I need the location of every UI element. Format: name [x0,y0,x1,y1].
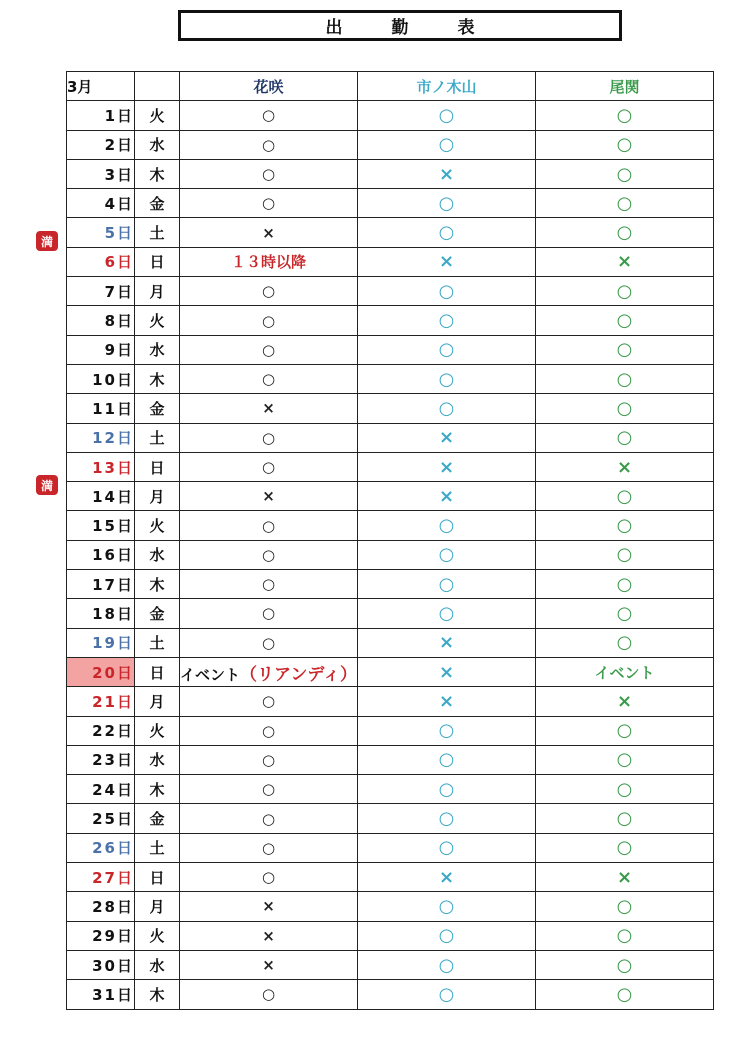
hanasaki-cell: ○ [180,423,358,452]
weekday-cell: 木 [135,570,180,599]
full-badge-icon: 満 [36,475,58,495]
hanasaki-cell: ○ [180,101,358,130]
table-row [67,189,714,218]
table-row [67,804,714,833]
table-row [67,306,714,335]
hanasaki-cell: １３時以降 [180,247,358,276]
weekday-cell: 水 [135,950,180,979]
hanasaki-cell: ○ [180,130,358,159]
table-row [67,921,714,950]
ozeki-cell: ○ [536,804,714,833]
hanasaki-cell: ○ [180,745,358,774]
ichinokiyama-cell: ○ [358,745,536,774]
ichinokiyama-cell: ○ [358,833,536,862]
ozeki-cell: ○ [536,101,714,130]
date-cell: 10日 [67,364,135,393]
hanasaki-cell: ○ [180,775,358,804]
ozeki-cell: ○ [536,511,714,540]
weekday-cell: 土 [135,218,180,247]
table-row [67,159,714,188]
hanasaki-cell: ○ [180,628,358,657]
ozeki-cell: ○ [536,980,714,1009]
ichinokiyama-cell: × [358,247,536,276]
ichinokiyama-cell: ○ [358,394,536,423]
weekday-cell: 月 [135,687,180,716]
ozeki-cell: ○ [536,335,714,364]
hanasaki-cell: × [180,950,358,979]
weekday-cell: 金 [135,804,180,833]
weekday-cell: 日 [135,657,180,686]
ichinokiyama-cell: ○ [358,775,536,804]
hanasaki-cell: × [180,921,358,950]
hanasaki-cell: ○ [180,716,358,745]
weekday-cell: 火 [135,921,180,950]
ichinokiyama-cell: × [358,687,536,716]
date-cell: 22日 [67,716,135,745]
event-venue-note: （リアンディ） [240,664,357,685]
hanasaki-cell: × [180,482,358,511]
date-cell: 18日 [67,599,135,628]
ichinokiyama-cell: ○ [358,189,536,218]
table-row [67,863,714,892]
date-cell: 28日 [67,892,135,921]
table-row [67,364,714,393]
date-cell: 1日 [67,101,135,130]
date-cell: 16日 [67,540,135,569]
weekday-cell: 水 [135,130,180,159]
hanasaki-cell: ○ [180,980,358,1009]
ozeki-cell: ○ [536,628,714,657]
weekday-cell: 木 [135,775,180,804]
date-cell: 24日 [67,775,135,804]
date-cell: 6日 [67,247,135,276]
date-cell: 19日 [67,628,135,657]
weekday-cell: 金 [135,394,180,423]
date-cell: 31日 [67,980,135,1009]
ozeki-cell: ○ [536,599,714,628]
weekday-cell: 土 [135,833,180,862]
ichinokiyama-cell: ○ [358,716,536,745]
ozeki-cell: ○ [536,277,714,306]
table-row [67,335,714,364]
hanasaki-cell: ○ [180,306,358,335]
ozeki-cell: × [536,863,714,892]
weekday-cell: 木 [135,159,180,188]
weekday-cell: 火 [135,306,180,335]
ozeki-cell: ○ [536,394,714,423]
table-row [67,833,714,862]
table-row [67,687,714,716]
date-cell: 12日 [67,423,135,452]
table-row [67,980,714,1009]
date-cell: 8日 [67,306,135,335]
ichinokiyama-cell: × [358,482,536,511]
ozeki-cell: × [536,687,714,716]
weekday-cell: 月 [135,892,180,921]
hanasaki-cell: ○ [180,189,358,218]
date-cell: 11日 [67,394,135,423]
ozeki-cell: × [536,247,714,276]
ozeki-cell: ○ [536,364,714,393]
ichinokiyama-cell: ○ [358,804,536,833]
ozeki-cell: ○ [536,540,714,569]
date-cell: 5日 [67,218,135,247]
weekday-cell: 月 [135,482,180,511]
ichinokiyama-cell: ○ [358,980,536,1009]
ichinokiyama-cell: ○ [358,540,536,569]
hanasaki-event-cell [180,657,358,686]
date-cell: 3日 [67,159,135,188]
table-row [67,482,714,511]
ozeki-cell: ○ [536,482,714,511]
ozeki-cell: ○ [536,745,714,774]
ichinokiyama-cell: ○ [358,570,536,599]
date-cell: 7日 [67,277,135,306]
ichinokiyama-cell: × [358,657,536,686]
date-cell: 27日 [67,863,135,892]
ozeki-cell: × [536,452,714,481]
table-row [67,247,714,276]
weekday-cell: 日 [135,863,180,892]
weekday-cell: 木 [135,980,180,1009]
table-row [67,394,714,423]
table-row [67,570,714,599]
ozeki-cell: ○ [536,570,714,599]
date-cell: 25日 [67,804,135,833]
ozeki-cell: ○ [536,950,714,979]
hanasaki-cell: ○ [180,335,358,364]
ichinokiyama-cell: × [358,159,536,188]
hanasaki-cell: × [180,394,358,423]
date-cell: 30日 [67,950,135,979]
ichinokiyama-cell: ○ [358,950,536,979]
ozeki-cell: ○ [536,892,714,921]
table-row [67,892,714,921]
weekday-cell: 日 [135,247,180,276]
hanasaki-cell: ○ [180,277,358,306]
weekday-cell: 金 [135,599,180,628]
hanasaki-cell: ○ [180,570,358,599]
date-cell: 26日 [67,833,135,862]
col-header-ozeki: 尾関 [536,72,714,101]
ozeki-cell: ○ [536,921,714,950]
ichinokiyama-cell: ○ [358,130,536,159]
weekday-cell: 木 [135,364,180,393]
hanasaki-cell: ○ [180,540,358,569]
ozeki-cell: ○ [536,159,714,188]
ozeki-cell: ○ [536,833,714,862]
weekday-cell: 日 [135,452,180,481]
weekday-cell: 火 [135,511,180,540]
table-row [67,657,714,686]
ichinokiyama-cell: ○ [358,218,536,247]
table-row [67,540,714,569]
weekday-cell: 金 [135,189,180,218]
table-row [67,452,714,481]
weekday-cell: 水 [135,745,180,774]
table-row [67,950,714,979]
date-cell: 4日 [67,189,135,218]
hanasaki-cell: ○ [180,804,358,833]
table-row [67,511,714,540]
event-label: イベント [180,665,241,684]
ozeki-cell: ○ [536,306,714,335]
table-row [67,775,714,804]
date-cell: 15日 [67,511,135,540]
ichinokiyama-cell: ○ [358,511,536,540]
hanasaki-cell: ○ [180,687,358,716]
ichinokiyama-cell: × [358,628,536,657]
ozeki-cell: ○ [536,423,714,452]
date-cell: 17日 [67,570,135,599]
date-cell: 21日 [67,687,135,716]
table-row [67,101,714,130]
weekday-cell: 月 [135,277,180,306]
hanasaki-cell: ○ [180,599,358,628]
ozeki-cell: ○ [536,775,714,804]
ichinokiyama-cell: ○ [358,306,536,335]
table-row [67,218,714,247]
col-header-hanasaki: 花咲 [180,72,358,101]
date-cell: 2日 [67,130,135,159]
dow-header [135,72,180,101]
month-header: 3月 [67,72,135,101]
date-cell: 23日 [67,745,135,774]
weekday-cell: 火 [135,101,180,130]
date-cell: 20日 [67,657,135,686]
hanasaki-cell: ○ [180,452,358,481]
ichinokiyama-cell: ○ [358,335,536,364]
ichinokiyama-cell: ○ [358,101,536,130]
table-row [67,599,714,628]
ozeki-cell: ○ [536,716,714,745]
col-header-ichinokiyama: 市ノ木山 [358,72,536,101]
hanasaki-cell: × [180,218,358,247]
date-cell: 9日 [67,335,135,364]
hanasaki-cell: ○ [180,833,358,862]
ozeki-cell: イベント [536,657,714,686]
ichinokiyama-cell: ○ [358,892,536,921]
weekday-cell: 水 [135,540,180,569]
ichinokiyama-cell: ○ [358,364,536,393]
page-title: 出 勤 表 [178,10,622,41]
ichinokiyama-cell: ○ [358,921,536,950]
hanasaki-cell: ○ [180,863,358,892]
weekday-cell: 水 [135,335,180,364]
date-cell: 14日 [67,482,135,511]
table-row [67,745,714,774]
ozeki-cell: ○ [536,218,714,247]
hanasaki-cell: ○ [180,364,358,393]
weekday-cell: 土 [135,628,180,657]
attendance-table [66,71,714,1010]
ichinokiyama-cell: ○ [358,599,536,628]
ichinokiyama-cell: ○ [358,277,536,306]
table-row [67,716,714,745]
table-row [67,277,714,306]
header-row [67,72,714,101]
ichinokiyama-cell: × [358,863,536,892]
date-cell: 29日 [67,921,135,950]
ichinokiyama-cell: × [358,423,536,452]
table-row [67,628,714,657]
date-cell: 13日 [67,452,135,481]
ozeki-cell: ○ [536,130,714,159]
table-row [67,423,714,452]
weekday-cell: 火 [135,716,180,745]
hanasaki-cell: × [180,892,358,921]
table-row [67,130,714,159]
weekday-cell: 土 [135,423,180,452]
ozeki-cell: ○ [536,189,714,218]
hanasaki-cell: ○ [180,159,358,188]
ichinokiyama-cell: × [358,452,536,481]
hanasaki-cell: ○ [180,511,358,540]
full-badge-icon: 満 [36,231,58,251]
